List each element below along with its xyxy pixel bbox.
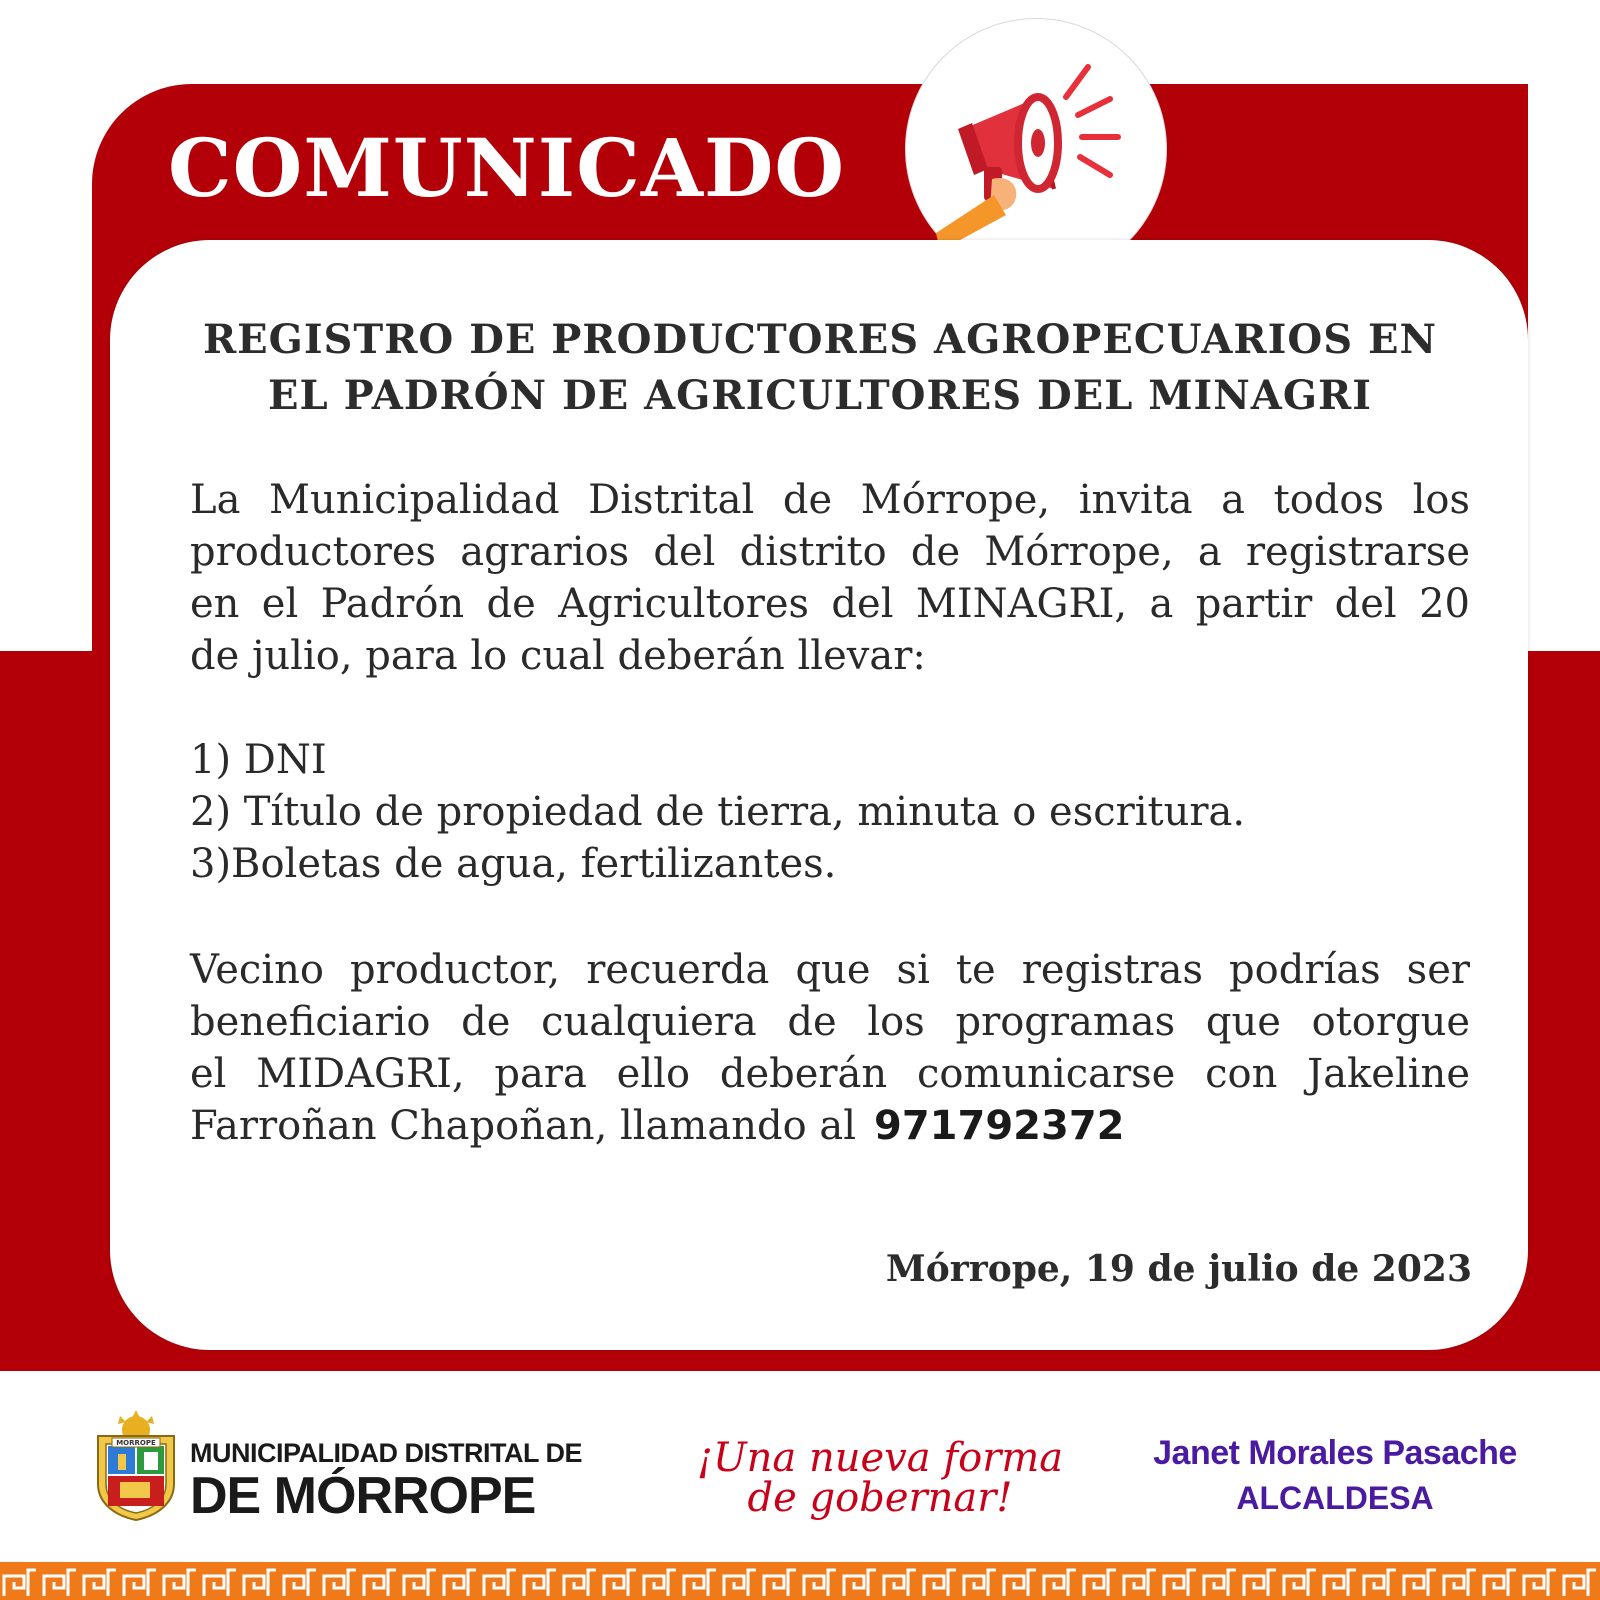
header-title: COMUNICADO bbox=[168, 121, 846, 215]
slogan-line1: ¡Una nueva forma bbox=[696, 1435, 1064, 1481]
municipality-line2: DE MÓRROPE bbox=[190, 1467, 536, 1525]
phone-number: 971792372 bbox=[874, 1103, 1125, 1149]
subject-line: EL PADRÓN DE AGRICULTORES DEL MINAGRI bbox=[268, 372, 1372, 419]
intro-line: productores agrarios del distrito de Mórrope, a registrarse bbox=[190, 529, 1470, 575]
closing-line-with-phone bbox=[190, 1100, 1470, 1152]
closing-line: Farroñan Chapoñan, llamando al bbox=[190, 1103, 857, 1149]
closing-line: Vecino productor, recuerda que si te registras podrías ser bbox=[190, 947, 1470, 993]
crest-label: MORROPE bbox=[116, 1439, 156, 1447]
list-item: 1) DNI bbox=[190, 737, 327, 783]
date-line: Mórrope, 19 de julio de 2023 bbox=[885, 1248, 1472, 1290]
slogan bbox=[680, 1435, 1080, 1521]
decorative-border bbox=[0, 1562, 1600, 1600]
intro-line: de julio, para lo cual deberán llevar: bbox=[190, 633, 926, 679]
list-item: 2) Título de propiedad de tierra, minuta o escritura. bbox=[190, 789, 1246, 835]
intro-line: en el Padrón de Agricultores del MINAGRI, a partir del 20 bbox=[190, 581, 1470, 627]
municipal-crest bbox=[90, 1410, 182, 1522]
list-item: 3)Boletas de agua, fertilizantes. bbox=[190, 841, 837, 887]
closing-line: beneficiario de cualquiera de los programas que otorgue bbox=[190, 999, 1470, 1045]
closing-paragraph bbox=[190, 944, 1470, 1152]
municipality-line1: MUNICIPALIDAD DISTRITAL DE bbox=[190, 1438, 582, 1468]
intro-line: La Municipalidad Distrital de Mórrope, invita a todos los bbox=[190, 477, 1470, 523]
subject-line: REGISTRO DE PRODUCTORES AGROPECUARIOS EN bbox=[202, 316, 1438, 363]
intro-paragraph bbox=[190, 474, 1470, 682]
slogan-line2: de gobernar! bbox=[747, 1475, 1013, 1521]
mayor-role: ALCALDESA bbox=[1236, 1480, 1434, 1516]
municipality-logo-text bbox=[190, 1438, 582, 1524]
requirements-list bbox=[190, 734, 1470, 890]
mayor-name: Janet Morales Pasache bbox=[1153, 1434, 1517, 1472]
mayor-signature bbox=[1150, 1432, 1520, 1520]
closing-line: el MIDAGRI, para ello deberán comunicarse con Jakeline bbox=[190, 1051, 1470, 1097]
subject-heading bbox=[160, 312, 1480, 424]
